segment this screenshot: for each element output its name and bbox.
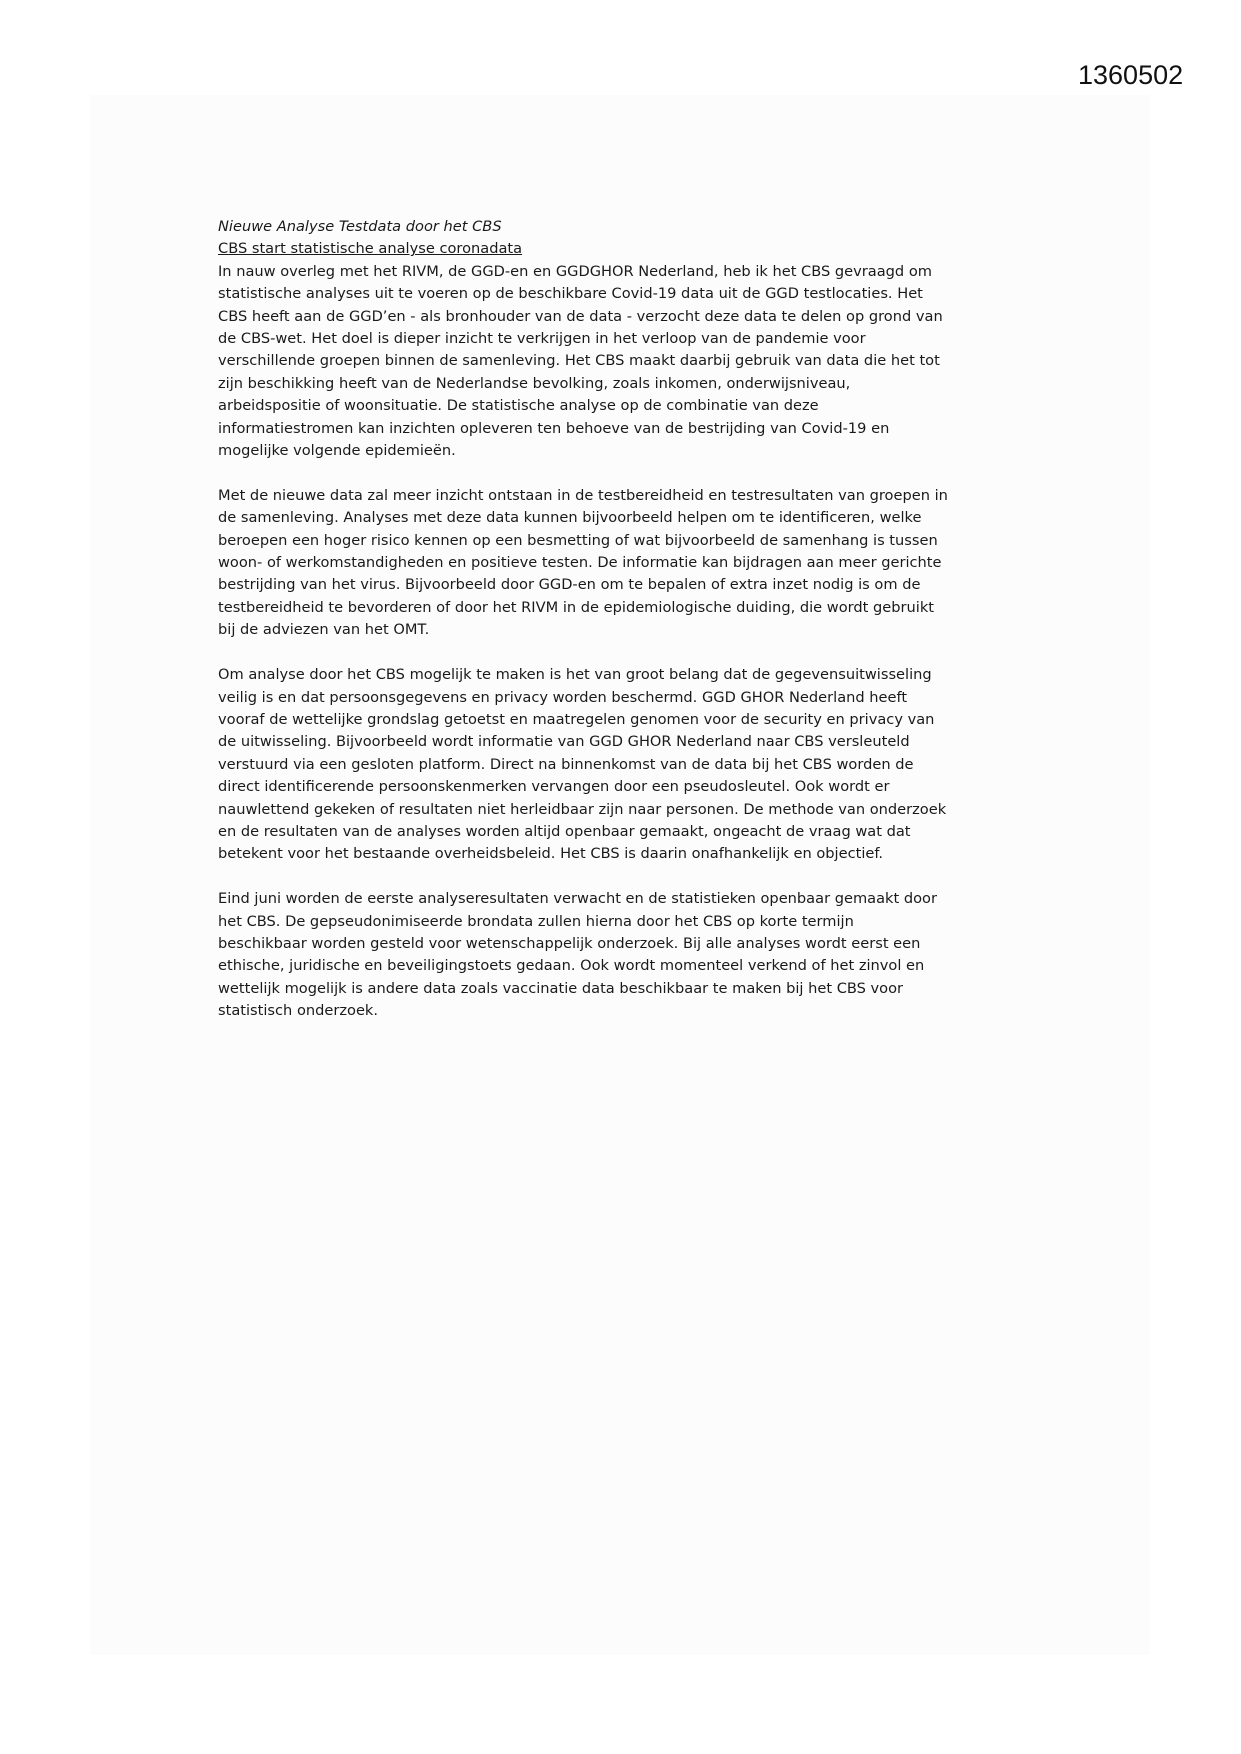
text-line: Om analyse door het CBS mogelijk te maken is het van groot belang dat de gegevensuitwisseling: [218, 666, 932, 684]
text-line: bestrijding van het virus. Bijvoorbeeld door GGD-en om te bepalen of extra inzet nodig is om de: [218, 576, 921, 594]
text-line: direct identificerende persoonskenmerken vervangen door een pseudosleutel. Ook wordt er: [218, 778, 890, 796]
text-line: ethische, juridische en beveiligingstoets gedaan. Ook wordt momenteel verkend of het zinvol en: [218, 957, 925, 975]
text-line: beroepen een hoger risico kennen op een besmetting of wat bijvoorbeeld de samenhang is tussen: [218, 531, 938, 549]
text-line: CBS heeft aan de GGD’en - als bronhouder van de data - verzocht deze data te delen op grond van: [218, 307, 943, 325]
text-line: informatiestromen kan inzichten opleveren ten behoeve van de bestrijding van Covid-19 en: [218, 419, 890, 437]
paragraph: [218, 485, 1048, 642]
text-line: het CBS. De gepseudonimiseerde brondata zullen hierna door het CBS op korte termijn: [218, 912, 854, 930]
document-title: Nieuwe Analyse Testdata door het CBS: [218, 218, 502, 235]
text-line: vooraf de wettelijke grondslag getoetst en maatregelen genomen voor de security en privacy van: [218, 710, 935, 728]
document-number: 1360502: [1078, 60, 1184, 90]
text-line: woon- of werkomstandigheden en positieve testen. De informatie kan bijdragen aan meer gerichte: [218, 554, 942, 572]
text-line: statistisch onderzoek.: [218, 1002, 379, 1020]
text-line: veilig is en dat persoonsgegevens en privacy worden beschermd. GGD GHOR Nederland heeft: [218, 688, 908, 706]
text-line: Met de nieuwe data zal meer inzicht ontstaan in de testbereidheid en testresultaten van groepen in: [218, 486, 948, 504]
text-line: arbeidspositie of woonsituatie. De statistische analyse op de combinatie van deze: [218, 397, 819, 415]
text-line: zijn beschikking heeft van de Nederlandse bevolking, zoals inkomen, onderwijsniveau,: [218, 374, 851, 392]
text-line: de CBS-wet. Het doel is dieper inzicht te verkrijgen in het verloop van de pandemie voor: [218, 330, 866, 348]
text-line: testbereidheid te bevorderen of door het RIVM in de epidemiologische duiding, die wordt gebruikt: [218, 598, 935, 616]
text-line: mogelijke volgende epidemieën.: [218, 442, 456, 460]
text-line: verschillende groepen binnen de samenleving. Het CBS maakt daarbij gebruik van data die het tot: [218, 352, 940, 370]
document-body: [218, 216, 1048, 1045]
text-line: de uitwisseling. Bijvoorbeeld wordt informatie van GGD GHOR Nederland naar CBS versleuteld: [218, 733, 910, 751]
text-line: statistische analyses uit te voeren op de beschikbare Covid-19 data uit de GGD testlocaties. Het: [218, 285, 923, 303]
text-line: bij de adviezen van het OMT.: [218, 621, 430, 639]
text-line: beschikbaar worden gesteld voor wetenschappelijk onderzoek. Bij alle analyses wordt eerst een: [218, 934, 921, 952]
text-line: nauwlettend gekeken of resultaten niet herleidbaar zijn naar personen. De methode van onderzoek: [218, 800, 947, 818]
document-subtitle: CBS start statistische analyse coronadata: [218, 240, 523, 258]
paragraph: [218, 664, 1048, 866]
text-line: In nauw overleg met het RIVM, de GGD-en en GGDGHOR Nederland, heb ik het CBS gevraagd om: [218, 262, 932, 280]
text-line: en de resultaten van de analyses worden altijd openbaar gemaakt, ongeacht de vraag wat dat: [218, 822, 911, 840]
text-line: verstuurd via een gesloten platform. Direct na binnenkomst van de data bij het CBS worden de: [218, 755, 914, 773]
text-line: betekent voor het bestaande overheidsbeleid. Het CBS is daarin onafhankelijk en objectief.: [218, 845, 884, 863]
paragraph: [218, 888, 1048, 1022]
text-line: wettelijk mogelijk is andere data zoals vaccinatie data beschikbaar te maken bij het CBS voor: [218, 979, 904, 997]
text-line: de samenleving. Analyses met deze data kunnen bijvoorbeeld helpen om te identificeren, welke: [218, 509, 922, 527]
text-line: Eind juni worden de eerste analyseresultaten verwacht en de statistieken openbaar gemaakt door: [218, 890, 937, 908]
paragraph: [218, 261, 1048, 463]
